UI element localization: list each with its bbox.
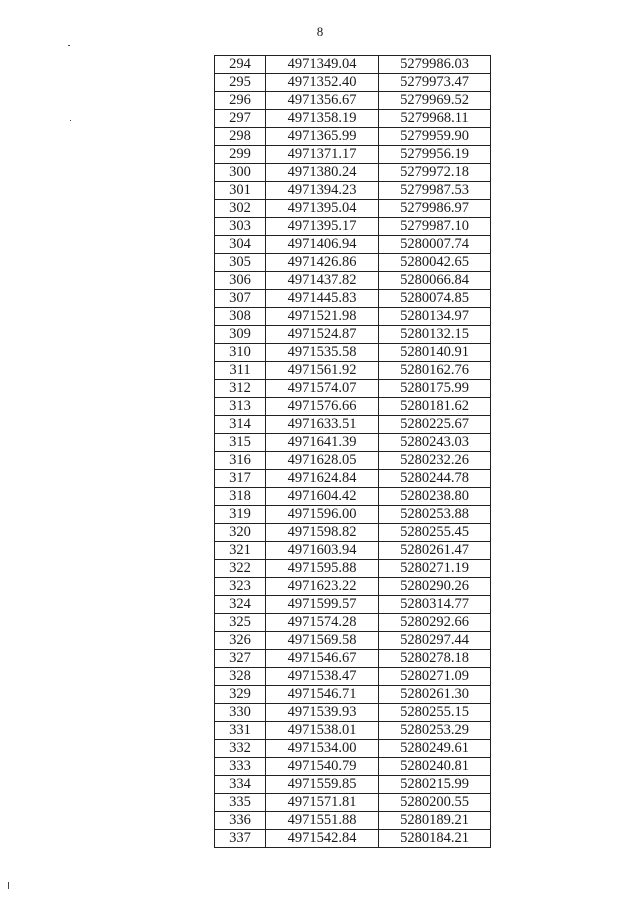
point-number-cell: 328 — [215, 668, 266, 686]
table-row — [215, 686, 491, 704]
table-row — [215, 740, 491, 758]
x-coordinate-cell: 4971535.58 — [266, 344, 379, 362]
x-coordinate-cell: 4971395.04 — [266, 200, 379, 218]
x-coordinate-cell: 4971539.93 — [266, 704, 379, 722]
table-row — [215, 308, 491, 326]
x-coordinate-cell: 4971358.19 — [266, 110, 379, 128]
x-coordinate-cell: 4971561.92 — [266, 362, 379, 380]
x-coordinate-cell: 4971538.47 — [266, 668, 379, 686]
table-row — [215, 758, 491, 776]
point-number-cell: 323 — [215, 578, 266, 596]
point-number-cell: 327 — [215, 650, 266, 668]
y-coordinate-cell: 5279959.90 — [379, 128, 491, 146]
x-coordinate-cell: 4971551.88 — [266, 812, 379, 830]
x-coordinate-cell: 4971576.66 — [266, 398, 379, 416]
point-number-cell: 329 — [215, 686, 266, 704]
y-coordinate-cell: 5280243.03 — [379, 434, 491, 452]
y-coordinate-cell: 5280253.88 — [379, 506, 491, 524]
x-coordinate-cell: 4971599.57 — [266, 596, 379, 614]
point-number-cell: 309 — [215, 326, 266, 344]
table-row — [215, 326, 491, 344]
x-coordinate-cell: 4971623.22 — [266, 578, 379, 596]
y-coordinate-cell: 5279968.11 — [379, 110, 491, 128]
point-number-cell: 310 — [215, 344, 266, 362]
point-number-cell: 305 — [215, 254, 266, 272]
table-row — [215, 146, 491, 164]
table-row — [215, 488, 491, 506]
table-row — [215, 794, 491, 812]
y-coordinate-cell: 5280253.29 — [379, 722, 491, 740]
table-row — [215, 452, 491, 470]
y-coordinate-cell: 5280255.45 — [379, 524, 491, 542]
y-coordinate-cell: 5279986.97 — [379, 200, 491, 218]
scan-mark — [70, 120, 71, 121]
x-coordinate-cell: 4971540.79 — [266, 758, 379, 776]
table-row — [215, 164, 491, 182]
table-row — [215, 398, 491, 416]
table-row — [215, 578, 491, 596]
point-number-cell: 324 — [215, 596, 266, 614]
x-coordinate-cell: 4971380.24 — [266, 164, 379, 182]
y-coordinate-cell: 5280189.21 — [379, 812, 491, 830]
x-coordinate-cell: 4971352.40 — [266, 74, 379, 92]
x-coordinate-cell: 4971521.98 — [266, 308, 379, 326]
point-number-cell: 314 — [215, 416, 266, 434]
point-number-cell: 298 — [215, 128, 266, 146]
y-coordinate-cell: 5280175.99 — [379, 380, 491, 398]
y-coordinate-cell: 5280238.80 — [379, 488, 491, 506]
y-coordinate-cell: 5280200.55 — [379, 794, 491, 812]
y-coordinate-cell: 5280215.99 — [379, 776, 491, 794]
point-number-cell: 295 — [215, 74, 266, 92]
y-coordinate-cell: 5280074.85 — [379, 290, 491, 308]
y-coordinate-cell: 5280278.18 — [379, 650, 491, 668]
y-coordinate-cell: 5279969.52 — [379, 92, 491, 110]
point-number-cell: 337 — [215, 830, 266, 848]
point-number-cell: 320 — [215, 524, 266, 542]
table-row — [215, 524, 491, 542]
table-row — [215, 92, 491, 110]
point-number-cell: 311 — [215, 362, 266, 380]
point-number-cell: 321 — [215, 542, 266, 560]
table-row — [215, 182, 491, 200]
point-number-cell: 317 — [215, 470, 266, 488]
point-number-cell: 303 — [215, 218, 266, 236]
table-row — [215, 416, 491, 434]
point-number-cell: 313 — [215, 398, 266, 416]
table-row — [215, 542, 491, 560]
y-coordinate-cell: 5280066.84 — [379, 272, 491, 290]
table-row — [215, 128, 491, 146]
y-coordinate-cell: 5280181.62 — [379, 398, 491, 416]
point-number-cell: 306 — [215, 272, 266, 290]
x-coordinate-cell: 4971349.04 — [266, 56, 379, 74]
y-coordinate-cell: 5279987.53 — [379, 182, 491, 200]
y-coordinate-cell: 5280314.77 — [379, 596, 491, 614]
y-coordinate-cell: 5279986.03 — [379, 56, 491, 74]
point-number-cell: 300 — [215, 164, 266, 182]
x-coordinate-cell: 4971571.81 — [266, 794, 379, 812]
table-row — [215, 56, 491, 74]
y-coordinate-cell: 5280140.91 — [379, 344, 491, 362]
x-coordinate-cell: 4971445.83 — [266, 290, 379, 308]
point-number-cell: 334 — [215, 776, 266, 794]
x-coordinate-cell: 4971604.42 — [266, 488, 379, 506]
x-coordinate-cell: 4971546.71 — [266, 686, 379, 704]
x-coordinate-cell: 4971395.17 — [266, 218, 379, 236]
table-row — [215, 560, 491, 578]
y-coordinate-cell: 5280255.15 — [379, 704, 491, 722]
point-number-cell: 301 — [215, 182, 266, 200]
y-coordinate-cell: 5280184.21 — [379, 830, 491, 848]
table-row — [215, 344, 491, 362]
point-number-cell: 297 — [215, 110, 266, 128]
scan-mark — [8, 882, 9, 889]
y-coordinate-cell: 5280271.09 — [379, 668, 491, 686]
coordinates-table-body — [215, 56, 491, 848]
x-coordinate-cell: 4971559.85 — [266, 776, 379, 794]
y-coordinate-cell: 5280134.97 — [379, 308, 491, 326]
y-coordinate-cell: 5280232.26 — [379, 452, 491, 470]
point-number-cell: 316 — [215, 452, 266, 470]
y-coordinate-cell: 5279987.10 — [379, 218, 491, 236]
point-number-cell: 318 — [215, 488, 266, 506]
x-coordinate-cell: 4971574.28 — [266, 614, 379, 632]
point-number-cell: 330 — [215, 704, 266, 722]
table-row — [215, 614, 491, 632]
point-number-cell: 325 — [215, 614, 266, 632]
x-coordinate-cell: 4971598.82 — [266, 524, 379, 542]
y-coordinate-cell: 5280271.19 — [379, 560, 491, 578]
table-row — [215, 200, 491, 218]
y-coordinate-cell: 5279973.47 — [379, 74, 491, 92]
point-number-cell: 308 — [215, 308, 266, 326]
x-coordinate-cell: 4971641.39 — [266, 434, 379, 452]
table-row — [215, 650, 491, 668]
point-number-cell: 312 — [215, 380, 266, 398]
x-coordinate-cell: 4971437.82 — [266, 272, 379, 290]
table-row — [215, 272, 491, 290]
y-coordinate-cell: 5280225.67 — [379, 416, 491, 434]
y-coordinate-cell: 5280244.78 — [379, 470, 491, 488]
table-row — [215, 362, 491, 380]
table-row — [215, 596, 491, 614]
x-coordinate-cell: 4971595.88 — [266, 560, 379, 578]
point-number-cell: 299 — [215, 146, 266, 164]
x-coordinate-cell: 4971538.01 — [266, 722, 379, 740]
point-number-cell: 322 — [215, 560, 266, 578]
table-row — [215, 290, 491, 308]
page-number: 8 — [316, 24, 324, 39]
y-coordinate-cell: 5280290.26 — [379, 578, 491, 596]
y-coordinate-cell: 5280297.44 — [379, 632, 491, 650]
point-number-cell: 333 — [215, 758, 266, 776]
point-number-cell: 326 — [215, 632, 266, 650]
x-coordinate-cell: 4971603.94 — [266, 542, 379, 560]
table-row — [215, 434, 491, 452]
table-row — [215, 218, 491, 236]
y-coordinate-cell: 5279972.18 — [379, 164, 491, 182]
y-coordinate-cell: 5280261.30 — [379, 686, 491, 704]
point-number-cell: 294 — [215, 56, 266, 74]
y-coordinate-cell: 5280292.66 — [379, 614, 491, 632]
x-coordinate-cell: 4971371.17 — [266, 146, 379, 164]
table-row — [215, 470, 491, 488]
point-number-cell: 307 — [215, 290, 266, 308]
x-coordinate-cell: 4971542.84 — [266, 830, 379, 848]
x-coordinate-cell: 4971569.58 — [266, 632, 379, 650]
table-row — [215, 110, 491, 128]
table-row — [215, 506, 491, 524]
y-coordinate-cell: 5280261.47 — [379, 542, 491, 560]
table-row — [215, 830, 491, 848]
table-row — [215, 74, 491, 92]
y-coordinate-cell: 5280240.81 — [379, 758, 491, 776]
x-coordinate-cell: 4971546.67 — [266, 650, 379, 668]
coordinates-table — [214, 55, 491, 848]
y-coordinate-cell: 5280042.65 — [379, 254, 491, 272]
x-coordinate-cell: 4971624.84 — [266, 470, 379, 488]
x-coordinate-cell: 4971524.87 — [266, 326, 379, 344]
x-coordinate-cell: 4971574.07 — [266, 380, 379, 398]
x-coordinate-cell: 4971426.86 — [266, 254, 379, 272]
table-row — [215, 380, 491, 398]
x-coordinate-cell: 4971365.99 — [266, 128, 379, 146]
point-number-cell: 319 — [215, 506, 266, 524]
point-number-cell: 302 — [215, 200, 266, 218]
point-number-cell: 296 — [215, 92, 266, 110]
x-coordinate-cell: 4971633.51 — [266, 416, 379, 434]
x-coordinate-cell: 4971406.94 — [266, 236, 379, 254]
point-number-cell: 332 — [215, 740, 266, 758]
table-row — [215, 704, 491, 722]
point-number-cell: 336 — [215, 812, 266, 830]
x-coordinate-cell: 4971356.67 — [266, 92, 379, 110]
table-row — [215, 812, 491, 830]
y-coordinate-cell: 5280007.74 — [379, 236, 491, 254]
x-coordinate-cell: 4971628.05 — [266, 452, 379, 470]
table-row — [215, 632, 491, 650]
x-coordinate-cell: 4971534.00 — [266, 740, 379, 758]
table-row — [215, 254, 491, 272]
point-number-cell: 331 — [215, 722, 266, 740]
y-coordinate-cell: 5280162.76 — [379, 362, 491, 380]
y-coordinate-cell: 5280132.15 — [379, 326, 491, 344]
scan-mark — [68, 45, 70, 46]
y-coordinate-cell: 5280249.61 — [379, 740, 491, 758]
table-row — [215, 776, 491, 794]
table-row — [215, 722, 491, 740]
point-number-cell: 335 — [215, 794, 266, 812]
y-coordinate-cell: 5279956.19 — [379, 146, 491, 164]
x-coordinate-cell: 4971596.00 — [266, 506, 379, 524]
x-coordinate-cell: 4971394.23 — [266, 182, 379, 200]
point-number-cell: 315 — [215, 434, 266, 452]
point-number-cell: 304 — [215, 236, 266, 254]
table-row — [215, 668, 491, 686]
table-row — [215, 236, 491, 254]
